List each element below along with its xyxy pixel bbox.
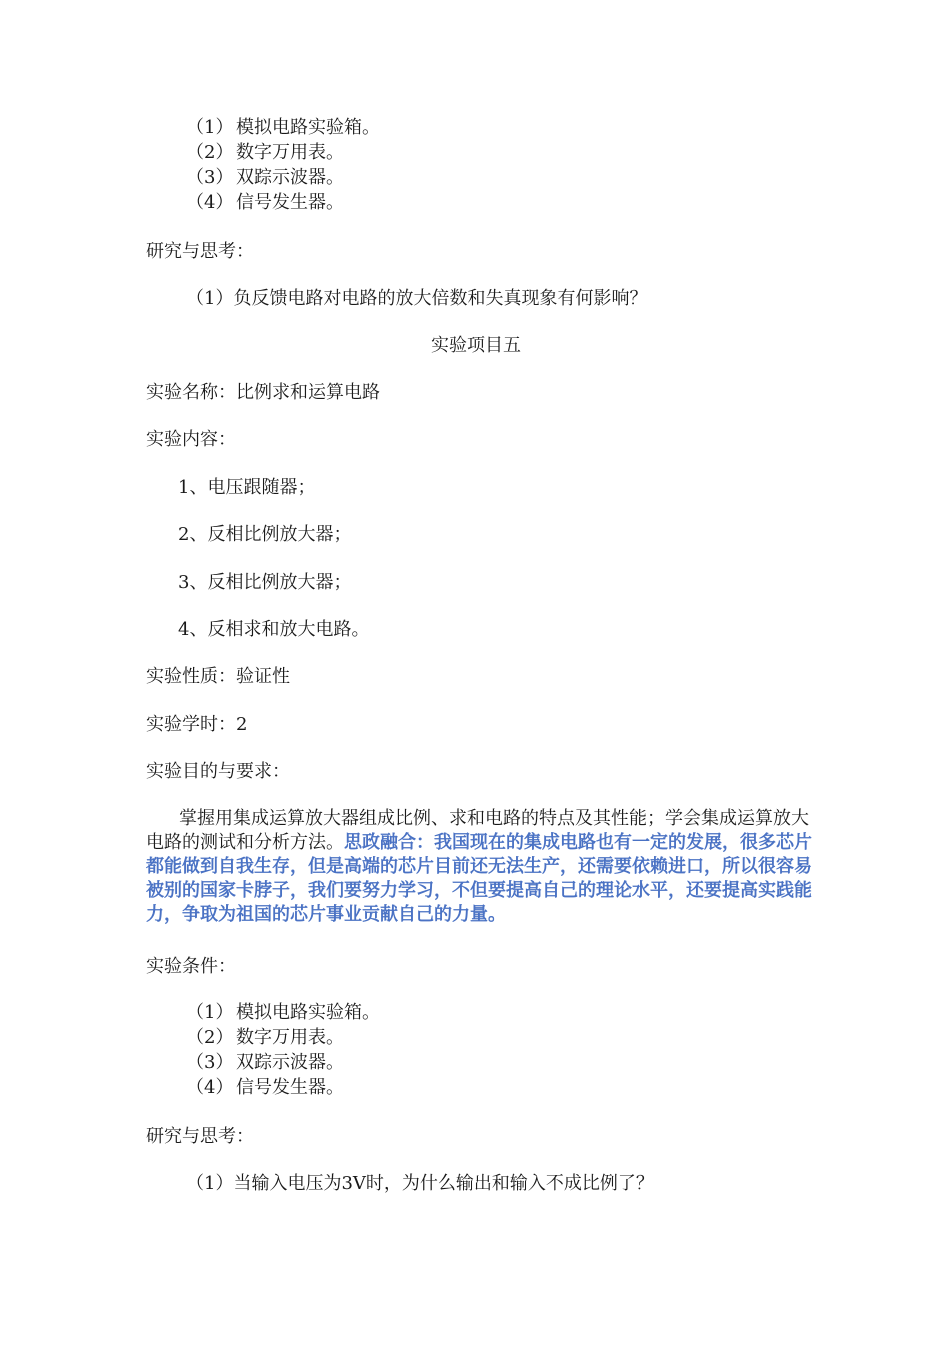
- item-number: （3）: [186, 167, 234, 188]
- equipment-item: [186, 191, 344, 215]
- content-item: 3、反相比例放大器；: [178, 572, 352, 593]
- question-text: （1）当输入电压为3V时，为什么输出和输入不成比例了？: [186, 1173, 654, 1194]
- item-number: （4）: [186, 1077, 234, 1098]
- item-number: （4）: [186, 192, 234, 213]
- item-number: （3）: [186, 1052, 234, 1073]
- goal-paragraph: [146, 807, 812, 927]
- section-heading: 实验目的与要求：: [146, 761, 290, 782]
- section-heading: 实验内容：: [146, 429, 236, 450]
- equipment-item: [186, 1026, 344, 1050]
- experiment-hours: 实验学时：2: [146, 714, 248, 735]
- equipment-item: [186, 1001, 380, 1025]
- item-text: 数字万用表。: [236, 142, 344, 163]
- item-number: （2）: [186, 142, 234, 163]
- item-text: 双踪示波器。: [236, 167, 344, 188]
- item-number: （1）: [186, 117, 234, 138]
- item-number: （1）: [186, 1002, 234, 1023]
- item-text: 模拟电路实验箱。: [236, 1002, 380, 1023]
- equipment-item: [186, 1051, 344, 1075]
- section-heading: 实验条件：: [146, 956, 236, 977]
- item-number: （2）: [186, 1027, 234, 1048]
- section-heading: 研究与思考：: [146, 241, 254, 262]
- item-text: 信号发生器。: [236, 1077, 344, 1098]
- item-text: 双踪示波器。: [236, 1052, 344, 1073]
- equipment-item: [186, 166, 344, 190]
- equipment-item: [186, 116, 380, 140]
- question-text: （1）负反馈电路对电路的放大倍数和失真现象有何影响？: [186, 288, 648, 309]
- experiment-name: 实验名称：比例求和运算电路: [146, 382, 380, 403]
- section-heading: 研究与思考：: [146, 1126, 254, 1147]
- item-text: 模拟电路实验箱。: [236, 117, 380, 138]
- item-text: 信号发生器。: [236, 192, 344, 213]
- item-text: 数字万用表。: [236, 1027, 344, 1048]
- content-item: 2、反相比例放大器；: [178, 524, 352, 545]
- project-title: 实验项目五: [431, 335, 521, 356]
- content-item: 4、反相求和放大电路。: [178, 619, 370, 640]
- ideology-highlight: 思政融合：我国现在的集成电路也有一定的发展，很多芯片都能做到自我生存，但是高端的芯片目前还无法生产，还需要依赖进口，所以很容易被别的国家卡脖子，我们要努力学习，不但要提高自己的理论水平，还要提高实践能力，争取为祖国的芯片事业贡献自己的力量。: [146, 832, 812, 925]
- equipment-item: [186, 1076, 344, 1100]
- equipment-item: [186, 141, 344, 165]
- content-item: 1、电压跟随器；: [178, 477, 316, 498]
- goal-text: 掌握用集成运算放大器组成比例、求和电路的特点及其性能；学会集成运算放大电路的测试和分析方法。: [146, 808, 809, 853]
- experiment-nature: 实验性质：验证性: [146, 666, 290, 687]
